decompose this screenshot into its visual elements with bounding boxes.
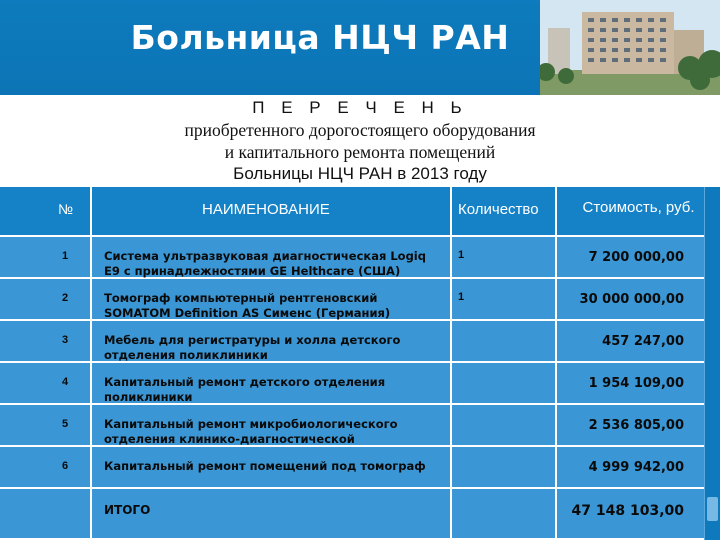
page-title: Больница НЦЧ РАН (130, 18, 510, 57)
row-cost: 7 200 000,00 (588, 250, 684, 265)
equipment-table (0, 187, 720, 540)
row-num-cell (0, 237, 92, 279)
row-qty: 1 (458, 249, 465, 261)
total-label: ИТОГО (104, 503, 151, 517)
row-num: 4 (62, 376, 69, 388)
header-name-label: НАИМЕНОВАНИЕ (202, 201, 330, 218)
table-row (0, 237, 720, 279)
vertical-scrollbar[interactable] (704, 187, 720, 540)
table-total-row (0, 489, 720, 540)
row-cost: 4 999 942,00 (588, 460, 684, 475)
row-name-cell (92, 321, 452, 363)
row-num: 5 (62, 418, 69, 430)
row-num-cell (0, 447, 92, 489)
row-cost: 1 954 109,00 (588, 376, 684, 391)
total-qty-cell (452, 489, 557, 540)
header-cell-qty (452, 187, 557, 237)
row-cost: 2 536 805,00 (588, 418, 684, 433)
row-qty-cell (452, 279, 557, 321)
row-num-cell (0, 405, 92, 447)
row-name: Мебель для регистратуры и холла детского отделения поликлиники (104, 333, 401, 362)
total-cost-cell (557, 489, 720, 540)
row-num: 1 (62, 250, 69, 262)
table-row (0, 447, 720, 489)
total-label-cell (92, 489, 452, 540)
row-num: 6 (62, 460, 69, 472)
row-name: Капитальный ремонт детского отделения поликлиники (104, 375, 386, 404)
row-num: 2 (62, 292, 69, 304)
subtitle-heading: П Е Р Е Ч Е Н Ь (252, 98, 468, 117)
header-cell-cost (557, 187, 720, 237)
row-name-cell (92, 447, 452, 489)
row-cost: 30 000 000,00 (579, 292, 684, 307)
subtitle-line-3: и капитального ремонта помещений (224, 142, 496, 162)
row-name-cell (92, 405, 452, 447)
row-cost-cell (557, 237, 720, 279)
total-cost: 47 148 103,00 (571, 503, 684, 519)
row-qty: 1 (458, 291, 465, 303)
row-name: Система ультразвуковая диагностическая Logiq E9 с принадлежностями GE Helthcare (США) (104, 249, 426, 278)
row-cost-cell (557, 363, 720, 405)
subtitle-line-4: Больницы НЦЧ РАН в 2013 году (233, 164, 487, 183)
subtitle-box (0, 95, 720, 187)
row-cost-cell (557, 279, 720, 321)
row-qty-cell (452, 321, 557, 363)
subtitle-line-2: приобретенного дорогостоящего оборудования (184, 120, 536, 140)
row-num-cell (0, 363, 92, 405)
row-name-cell (92, 363, 452, 405)
table-header-row (0, 187, 720, 237)
total-num-cell (0, 489, 92, 540)
row-qty-cell (452, 405, 557, 447)
header-qty-label: Количество (458, 201, 539, 218)
row-cost-cell (557, 447, 720, 489)
table-row (0, 321, 720, 363)
row-name-cell (92, 279, 452, 321)
row-name: Капитальный ремонт помещений под томограф (104, 459, 426, 473)
table-row (0, 279, 720, 321)
hospital-building-photo (540, 0, 720, 95)
row-cost: 457 247,00 (602, 334, 684, 349)
table-row (0, 363, 720, 405)
row-cost-cell (557, 321, 720, 363)
header-cell-name (92, 187, 452, 237)
row-num-cell (0, 279, 92, 321)
row-num: 3 (62, 334, 69, 346)
row-num-cell (0, 321, 92, 363)
row-qty-cell (452, 237, 557, 279)
row-name: Томограф компьютерный рентгеновский SOMATOM Definition AS Сименс (Германия) (104, 291, 391, 320)
table-row (0, 405, 720, 447)
row-qty-cell (452, 363, 557, 405)
row-qty-cell (452, 447, 557, 489)
header-cost-label: Стоимость, руб. (582, 199, 695, 216)
header-cell-num (0, 187, 92, 237)
row-name-cell (92, 237, 452, 279)
row-name: Капитальный ремонт микробиологического отделения клинико-диагностической (104, 417, 398, 446)
row-cost-cell (557, 405, 720, 447)
scrollbar-thumb[interactable] (707, 497, 718, 521)
header-num-label: № (58, 201, 74, 217)
